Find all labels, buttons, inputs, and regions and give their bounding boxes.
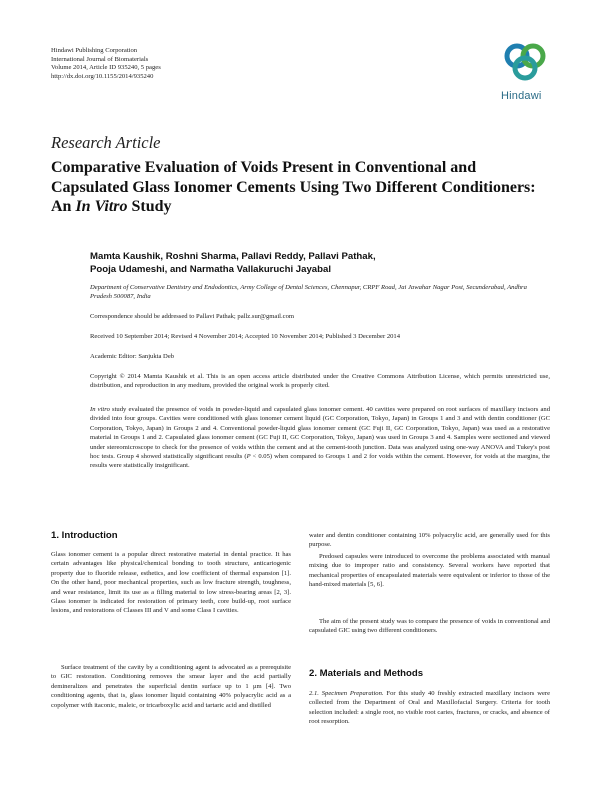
intro-heading: 1. Introduction <box>51 530 118 541</box>
hindawi-logo-icon <box>495 38 555 88</box>
authors <box>90 251 530 276</box>
title-end: Study <box>127 198 172 215</box>
logo-wordmark: Hindawi <box>501 90 542 102</box>
methods-text: For this study 40 freshly extracted maxillary incisors were collected from the Department of Oral and Maxillofacial Surgery. Criteria for tooth selection included: a single root, no visible root caries, fractures, or cracks, and absence of root resorption. <box>309 690 551 726</box>
abstract <box>90 405 550 471</box>
right-paragraph-0: water and dentin conditioner containing 10% polyacrylic acid, are generally used for this purpose. <box>309 532 550 549</box>
methods-subheading: 2.1. Specimen Preparation. <box>309 690 384 697</box>
copyright-notice: Copyright © 2014 Mamta Kaushik et al. This is an open access article distributed under the Creative Commons Attribution License, which permits unrestricted use, distribution, and reproduction in any medium, provided the original work is properly cited. <box>90 373 550 390</box>
hindawi-logo <box>495 38 555 104</box>
abstract-p-symbol: P <box>246 453 251 461</box>
intro-paragraph-2: Surface treatment of the cavity by a conditioning agent is advocated as a prerequisite to GIC restoration. Conditioning removes the smear layer and the acid partially demineralizes and penetrates the superficial dentin surface up to 1 μm [4]. Two conditioning agents, that is, glass ionomer liquid containing 40% polyacrylic acid as a copolymer with itaconic, maleic, or tricarboxylic acid and tartaric acid and distilled <box>51 664 291 709</box>
abstract-text-a: study evaluated the presence of voids in powder-liquid and capsulated glass ionomer cement. 40 cavities were prepared on root surfaces of maxillary incisors and divided into four groups. Cavities were conditioned with glass ionomer cement liquid (GC Corporation, Tokyo, Japan) in Groups 1 and 3 and with dentin conditioner (GC Corporation, Tokyo, Japan) in Groups 2 and 4. Conventional powder-liquid glass ionomer cement (GC Fuji II, GC Corporation, Tokyo, Japan) was used as a restorative material in Groups 1 and 2. Capsulated glass ionomer cement (GC Fuji II, GC Corporation, Tokyo, Japan) was used in Groups 3 and 4. Samples were sectioned and viewed under stereomicroscope to check for the presence of voids within the cement and at the cement-tooth junction. Data was analyzed using one-way ANOVA and Tukey's post hoc tests. Group 4 showed statistically significant results ( <box>90 406 550 461</box>
affiliation: Department of Conservative Dentistry and Endodontics, Army College of Dental Sciences, Chennapur, CRPF Road, Jai Jawahar Nagar Post, Secunderabad, Andhra Pradesh 500087, India <box>90 284 527 300</box>
title-italic: In Vitro <box>75 198 128 215</box>
journal-name: International Journal of Biomaterials <box>51 55 149 63</box>
volume-info: Volume 2014, Article ID 935240, 5 pages <box>51 64 161 72</box>
abstract-text-b: < 0.05) when compared to Groups 1 and 2 for voids within the cement. However, for voids at the margins, the results were statistically insignificant. <box>90 453 550 470</box>
article-type: Research Article <box>51 133 161 152</box>
intro-paragraph-1: Glass ionomer cement is a popular direct restorative material in dental practice. It has certain advantages like physical/chemical bonding to tooth structure, anticariogenic property due to fluoride release, esthetics, and low coefficient of thermal expansion [1]. On the other hand, poor mechanical properties, such as low fracture strength, toughness, and wear resistance, limit its use as a filling material to low stress-bearing areas [2, 3]. Glass ionomer is indicated for restoration of primary teeth, core build-up, root surface lesions, and restorations of Classes III and V and some Class I cavities. <box>51 551 291 615</box>
received-dates: Received 10 September 2014; Revised 4 November 2014; Accepted 10 November 2014; Published 3 December 2014 <box>90 333 401 340</box>
right-paragraph-2: The aim of the present study was to compare the presence of voids in conventional and capsulated GIC using two different conditioners. <box>309 618 550 635</box>
authors-line-2: Pooja Udameshi, and Narmatha Vallakuruchi Jayabal <box>90 263 332 275</box>
abstract-italic: In vitro <box>90 406 110 413</box>
right-paragraph-1: Predosed capsules were introduced to overcome the problems associated with manual mixing due to improper ratio and consistency. Several workers have reported that mechanical properties of encapsulated materials were equivalent or inferior to those of the hand-mixed materials [5, 6]. <box>309 553 550 589</box>
methods-paragraph <box>309 689 550 727</box>
correspondence: Correspondence should be addressed to Pallavi Pathak; pallz.sur@gmail.com <box>90 313 295 320</box>
academic-editor: Academic Editor: Sanjukta Deb <box>90 353 175 360</box>
doi-link[interactable]: http://dx.doi.org/10.1155/2014/935240 <box>51 72 154 80</box>
journal-metadata <box>51 47 161 81</box>
publisher: Hindawi Publishing Corporation <box>51 47 138 54</box>
methods-heading: 2. Materials and Methods <box>309 668 424 679</box>
title-text: Comparative Evaluation of Voids Present in Conventional and Capsulated Glass Ionomer Cements Using Two Different Conditioners: An <box>51 159 536 215</box>
article-title <box>51 158 541 217</box>
authors-line-1: Mamta Kaushik, Roshni Sharma, Pallavi Reddy, Pallavi Pathak, <box>90 251 376 262</box>
